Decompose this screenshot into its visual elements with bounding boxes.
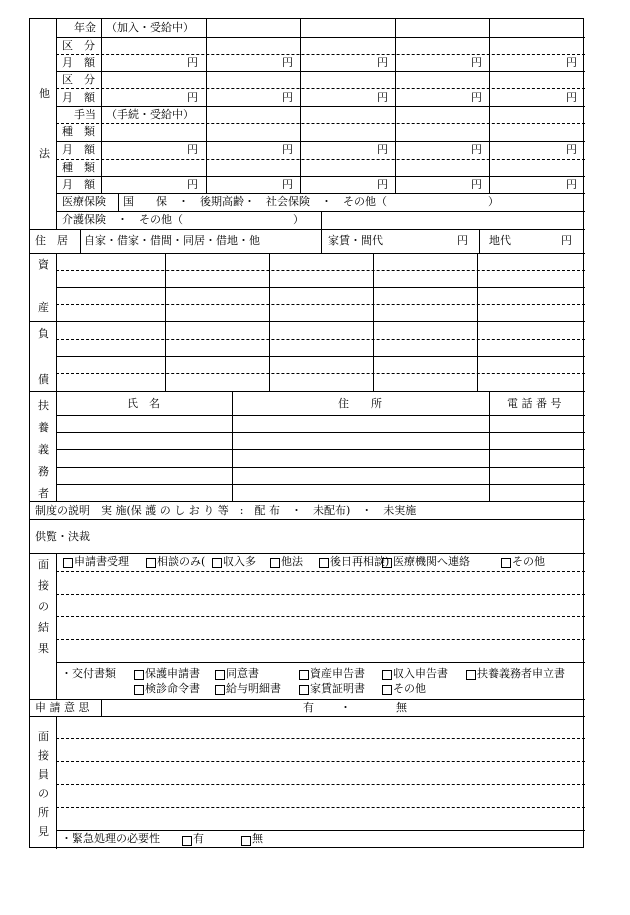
allowance-monthly-label: 月 額 [62, 143, 95, 156]
rule [30, 253, 585, 254]
dashed-rule [56, 373, 585, 374]
pension-monthly-label: 月 額 [62, 56, 95, 69]
dashed-rule [56, 616, 585, 617]
yen-mark: 円 [282, 56, 293, 69]
issued-doc-label: 扶養義務者申立書 [477, 667, 565, 680]
medical-insurance-options: 国 保 ・ 後期高齢・ 社会保険 ・ その他（ [123, 195, 387, 208]
pension-monthly-label-2: 月 額 [62, 91, 95, 104]
yen-mark: 円 [377, 178, 388, 191]
yen-mark: 円 [187, 91, 198, 104]
checkbox-doc2-0[interactable] [134, 685, 144, 695]
rule [30, 699, 585, 700]
dashed-rule [56, 54, 585, 55]
rule [56, 106, 585, 107]
rule [56, 662, 585, 663]
yen-mark: 円 [471, 91, 482, 104]
rule [56, 287, 585, 288]
rule [56, 449, 585, 450]
column-rule [321, 211, 322, 229]
dashed-rule [56, 339, 585, 340]
yen-mark: 円 [471, 143, 482, 156]
column-rule [321, 229, 322, 253]
care-insurance-options: 介護保険 ・ その他（ [62, 213, 183, 226]
yen-mark: 円 [471, 178, 482, 191]
opinion-side-char: の [38, 787, 49, 800]
issued-doc-label: 保護申請書 [145, 667, 200, 680]
support-side-char: 務 [38, 465, 49, 478]
yen-mark: 円 [566, 56, 577, 69]
checkbox-doc-4[interactable] [466, 670, 476, 680]
interview-option-label: 申請書受理 [74, 555, 129, 568]
pension-category-label-2: 区 分 [62, 73, 95, 86]
column-rule [489, 391, 490, 501]
pension-category-label: 区 分 [62, 39, 95, 52]
yen-mark: 円 [377, 56, 388, 69]
checkbox-doc2-3[interactable] [382, 685, 392, 695]
column-rule [300, 19, 301, 193]
dashed-rule [56, 784, 585, 785]
rule [56, 467, 585, 468]
issued-docs-label: ・交付書類 [61, 667, 116, 680]
rule [56, 141, 585, 142]
issued-doc-label: 資産申告書 [310, 667, 365, 680]
checkbox-urgent-yes[interactable] [182, 836, 192, 846]
checkbox-interview-option-0[interactable] [63, 558, 73, 568]
rule [30, 519, 585, 520]
yen-mark: 円 [377, 143, 388, 156]
rule [30, 501, 585, 502]
column-rule [232, 391, 233, 501]
interview-option-label: 後日再相談) [330, 555, 390, 568]
checkbox-interview-option-6[interactable] [501, 558, 511, 568]
yen-mark: 円 [377, 91, 388, 104]
rent-label: 家賃・間代 [328, 234, 383, 247]
interview-side-char: 結 [38, 621, 49, 634]
yen-mark: 円 [187, 143, 198, 156]
care-insurance-close: ） [293, 213, 304, 226]
issued-doc-label: その他 [393, 682, 426, 695]
rule [56, 830, 585, 831]
yen-mark: 円 [187, 178, 198, 191]
urgent-yes: 有 [193, 832, 204, 845]
interview-option-label: その他 [512, 555, 545, 568]
column-rule [56, 553, 57, 699]
medical-insurance-label: 医療保険 [62, 195, 106, 208]
land-rent-label: 地代 [489, 234, 511, 247]
column-rule [477, 253, 478, 391]
medical-insurance-close: ） [488, 195, 499, 208]
column-rule [479, 229, 480, 253]
yen-mark: 円 [282, 91, 293, 104]
intent-no: 無 [396, 701, 407, 714]
issued-doc-label: 収入申告書 [393, 667, 448, 680]
checkbox-interview-option-4[interactable] [319, 558, 329, 568]
allowance-type-label-2: 種 類 [62, 161, 95, 174]
column-rule [56, 253, 57, 501]
support-col-name: 氏 名 [127, 397, 160, 410]
dashed-rule [56, 159, 585, 160]
side-label-hou: 法 [39, 147, 50, 160]
column-rule [373, 253, 374, 391]
yen-mark: 円 [566, 143, 577, 156]
pension-status: （加入・受給中） [106, 21, 194, 34]
interview-side-char: 面 [38, 558, 49, 571]
assets-side-1: 資 [38, 258, 49, 271]
rule [30, 553, 585, 554]
interview-option-label: 医療機関へ連絡 [393, 555, 470, 568]
liabilities-side-1: 負 [38, 327, 49, 340]
allowance-monthly-label-2: 月 額 [62, 178, 95, 191]
yen-mark: 円 [566, 178, 577, 191]
rule [30, 321, 585, 322]
side-label-ta: 他 [39, 87, 50, 100]
opinion-side-char: 員 [38, 768, 49, 781]
rule [56, 484, 585, 485]
yen-mark: 円 [282, 143, 293, 156]
support-side-char: 義 [38, 443, 49, 456]
dashed-rule [56, 807, 585, 808]
opinion-side-char: 接 [38, 749, 49, 762]
liabilities-side-2: 債 [38, 373, 49, 386]
dashed-rule [56, 304, 585, 305]
yen-mark: 円 [187, 56, 198, 69]
interview-option-label: 他法 [281, 555, 303, 568]
land-rent-yen: 円 [561, 234, 572, 247]
interview-option-label: 収入多 [223, 555, 256, 568]
checkbox-doc-0[interactable] [134, 670, 144, 680]
opinion-side-char: 見 [38, 825, 49, 838]
column-rule [206, 19, 207, 193]
dashed-rule [56, 594, 585, 595]
checkbox-urgent-no[interactable] [241, 836, 251, 846]
issued-doc-label: 給与明細書 [226, 682, 281, 695]
interview-option-label: 相談のみ( [157, 555, 206, 568]
intent-yes: 有 [303, 701, 314, 714]
allowance-status: （手続・受給中） [106, 108, 194, 121]
residence-types: 自家・借家・借間・同居・借地・他 [84, 234, 260, 247]
column-rule [101, 699, 102, 716]
allowance-type-label: 種 類 [62, 125, 95, 138]
column-rule [118, 193, 119, 211]
dashed-rule [56, 270, 585, 271]
opinion-side-char: 所 [38, 806, 49, 819]
checkbox-interview-option-5[interactable] [382, 558, 392, 568]
rule [56, 176, 585, 177]
column-rule [395, 19, 396, 193]
form-sheet [29, 18, 584, 848]
checkbox-doc-2[interactable] [299, 670, 309, 680]
support-col-address: 住 所 [338, 397, 382, 410]
dashed-rule [56, 88, 585, 89]
rule [56, 356, 585, 357]
rent-yen: 円 [457, 234, 468, 247]
column-rule [80, 229, 81, 253]
dashed-rule [56, 639, 585, 640]
checkbox-interview-option-1[interactable] [146, 558, 156, 568]
support-side-char: 者 [38, 487, 49, 500]
rule [56, 37, 585, 38]
rule [30, 391, 585, 392]
checkbox-doc2-2[interactable] [299, 685, 309, 695]
issued-doc-label: 同意書 [226, 667, 259, 680]
column-rule [165, 253, 166, 391]
issued-doc-label: 家賃証明書 [310, 682, 365, 695]
column-rule [101, 19, 102, 193]
intent-dot: ・ [340, 701, 351, 714]
dashed-rule [56, 123, 585, 124]
system-explanation: 制度の説明 実 施(保 護 の し お り 等 : 配 布 ・ 未配布) ・ 未実施 [35, 504, 417, 517]
column-rule [489, 19, 490, 193]
issued-doc-label: 検診命令書 [145, 682, 200, 695]
urgent-label: ・緊急処理の必要性 [61, 832, 160, 845]
yen-mark: 円 [566, 91, 577, 104]
rule [30, 229, 585, 230]
opinion-side-char: 面 [38, 730, 49, 743]
column-rule [56, 19, 57, 229]
pension-title: 年金 [74, 21, 96, 34]
support-side-char: 扶 [38, 399, 49, 412]
checkbox-interview-option-2[interactable] [212, 558, 222, 568]
interview-side-char: 果 [38, 642, 49, 655]
application-intent-label: 申 請 意 思 [35, 701, 90, 714]
column-rule [269, 253, 270, 391]
rule [56, 432, 585, 433]
inspection-approval: 供覧・決裁 [35, 530, 90, 543]
checkbox-doc2-1[interactable] [215, 685, 225, 695]
yen-mark: 円 [471, 56, 482, 69]
yen-mark: 円 [282, 178, 293, 191]
interview-side-char: 接 [38, 579, 49, 592]
checkbox-interview-option-3[interactable] [270, 558, 280, 568]
rule [56, 415, 585, 416]
urgent-no: 無 [252, 832, 263, 845]
checkbox-doc-1[interactable] [215, 670, 225, 680]
interview-side-char: の [38, 600, 49, 613]
dashed-rule [56, 761, 585, 762]
allowance-title: 手当 [74, 108, 96, 121]
support-side-char: 養 [38, 421, 49, 434]
dashed-rule [56, 738, 585, 739]
assets-side-2: 産 [38, 301, 49, 314]
residence-label: 住 居 [35, 234, 68, 247]
rule [30, 716, 585, 717]
rule [56, 71, 585, 72]
rule [56, 193, 585, 194]
checkbox-doc-3[interactable] [382, 670, 392, 680]
support-col-phone: 電 話 番 号 [507, 397, 562, 410]
dashed-rule [56, 571, 585, 572]
